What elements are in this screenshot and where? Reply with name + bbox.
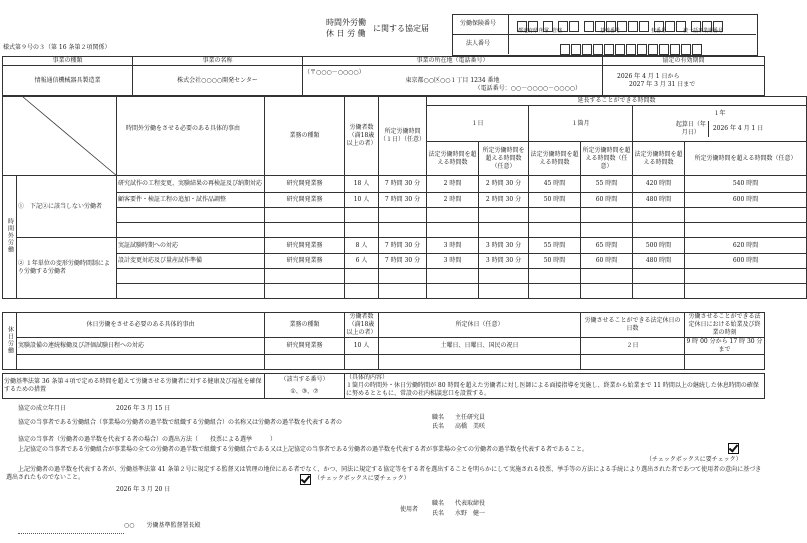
group2-row1-y1: 500 時間 — [633, 238, 685, 254]
health-sel-value: ①、③、⑦ — [290, 388, 319, 395]
group2-row2-d2: 3 時間 30 分 — [479, 254, 529, 269]
empty-cell — [265, 223, 345, 238]
empty-cell — [379, 223, 427, 238]
sign-date: 2026 年 3 月 20 日 — [116, 486, 171, 493]
insurance-sub-2: 所掌 — [539, 28, 550, 34]
para2: 上記労働者の過半数を代表する者が、労働基準法第 41 条第２号に規定する監督又は管理の地位にある者でなく、かつ、同法に規定する協定等をする者を選出することを明らかにして実施される投票、挙手等の方法による手続により選出された者であつて使用者の意向に基づき選出されたものでないこと。 — [6, 466, 762, 481]
agreement-date: 2026 年 3 月 15 日 — [116, 405, 171, 412]
group2-row2-y1: 480 時間 — [633, 254, 685, 269]
empty-cell — [633, 223, 685, 238]
labor-office: ○○ 労働基準監督署長殿 — [124, 522, 201, 529]
empty-cell — [581, 284, 633, 299]
empty-cell — [345, 284, 379, 299]
group2-row1-d2: 3 時間 30 分 — [479, 238, 529, 254]
empty-cell — [265, 355, 345, 370]
business-period-cell — [603, 66, 765, 96]
empty-cell — [581, 223, 633, 238]
health-label: 労働基準法第 36 条第４項で定める時間を超えて労働させる労働者に対する健康及び福祉を確保するための措置 — [3, 374, 265, 399]
group1-row2-d2: 2 時間 30 分 — [479, 193, 529, 208]
overtime-work-header: 業務の種類 — [265, 97, 345, 176]
insurance-sub-3: 管轄 — [552, 28, 563, 34]
day-exceed-opt-header: 所定労働時間を超える時間数（任意） — [479, 142, 529, 176]
empty-cell — [117, 223, 265, 238]
name-value: 高橋 美咲 — [455, 423, 486, 430]
health-table — [2, 373, 765, 399]
business-postal: （〒○○○－○○○○） — [304, 68, 365, 76]
group2-row1-workers: 8 人 — [345, 238, 379, 254]
group2-row1-d1: 3 時間 — [427, 238, 479, 254]
empty-cell — [529, 284, 581, 299]
group2-row2-d1: 3 時間 — [427, 254, 479, 269]
group1-row1-hours: 7 時間 30 分 — [379, 176, 427, 193]
group2-row2-y2: 600 時間 — [685, 254, 807, 269]
holiday-times-header: 労働させることができる法定休日における始業及び終業の時刻 — [685, 313, 765, 338]
empty-cell — [529, 269, 581, 284]
empty-cell — [685, 208, 807, 223]
employer-post-label: 職名 — [432, 500, 445, 507]
group1-row2-m2: 60 時間 — [581, 193, 633, 208]
business-address-cell — [303, 66, 603, 96]
group1-row2-y2: 600 時間 — [685, 193, 807, 208]
holiday-count: ２日 — [581, 338, 685, 355]
group1-row1-y2: 540 時間 — [685, 176, 807, 193]
group2-row2-hours: 7 時間 30 分 — [379, 254, 427, 269]
overtime-side-cell — [3, 176, 17, 299]
overtime-workers-header: 労働者数（満18歳以上の者） — [345, 97, 379, 176]
agreement-date-label: 協定の成立年月日 — [18, 405, 67, 412]
overtime-hours-header: 所定労働時間（１日）（任意） — [379, 97, 427, 176]
health-sel-cell — [265, 374, 345, 399]
group1-row1-d2: 2 時間 30 分 — [479, 176, 529, 193]
insurance-sub-4: 基幹番号 — [600, 28, 621, 34]
header-vdivider — [508, 14, 509, 54]
check1-note: （チェックボックスに要チェック） — [646, 456, 742, 463]
empty-cell — [265, 269, 345, 284]
empty-cell — [581, 355, 685, 370]
month-exceed-opt-header: 所定労働時間を超える時間数（任意） — [581, 142, 633, 176]
empty-cell — [633, 208, 685, 223]
office-underline — [18, 533, 124, 534]
health-detail-label: （具体的内容） — [346, 374, 389, 381]
business-phone: （電話番号：○○－○○○○－○○○○） — [474, 84, 581, 92]
start-date: 2026 年 4 月 1 日 — [712, 125, 764, 132]
empty-cell — [479, 269, 529, 284]
empty-cell — [379, 355, 581, 370]
group1-row1-reason: 研究試作の工程変更、実験結果の再検証及び納期対応 — [117, 176, 265, 193]
business-address: 東京都○○区○○１丁目 1234 番地 — [405, 76, 500, 84]
selection-method: 協定の当事者（労働者の過半数を代表する者の場合）の選出方法（ 投票による選挙 ） — [18, 436, 277, 443]
health-detail: １箇月の時間外・休日労働時間が 80 時間を超えた労働者に対し医師による面接指導を実施し、終業から始業まで 11 時間以上の継続した休息時間の確保に努めるとともに、常設の社内相談窓口を設置する。 — [346, 382, 759, 397]
group2-row1-reason: 実証試験時期への対応 — [117, 238, 265, 254]
group2-row2-m1: 50 時間 — [529, 254, 581, 269]
group1-row2-workers: 10 人 — [345, 193, 379, 208]
health-sel-label: （該当する番号） — [280, 376, 329, 383]
group1-row2-m1: 50 時間 — [529, 193, 581, 208]
group2-row1-work: 研究開発業務 — [265, 238, 345, 254]
empty-cell — [17, 355, 265, 370]
empty-cell — [379, 284, 427, 299]
empty-cell — [685, 269, 807, 284]
title-suffix: に関する協定届 — [373, 24, 429, 33]
check1-line: 上記協定の当事者である労働組合が事業場の全ての労働者の過半数で組織する労働組合である又は上記協定の当事者である労働者の過半数を代表する者が事業場の全ての労働者の過半数を代表する者であること。 — [18, 446, 589, 453]
year-exceed-header: 法定労働時間を超える時間数 — [633, 142, 685, 176]
holiday-side-cell — [3, 313, 17, 370]
group2-label: ② １年単位の変形労働時間制により労働する労働者 — [17, 238, 117, 299]
overtime-reason-header: 時間外労働をさせる必要のある具体的事由 — [125, 125, 240, 132]
group1-row1-m2: 55 時間 — [581, 176, 633, 193]
reason-header-spacer — [117, 97, 265, 176]
empty-cell — [265, 284, 345, 299]
empty-cell — [379, 208, 427, 223]
empty-cell — [345, 208, 379, 223]
empty-cell — [117, 284, 265, 299]
month-exceed-header: 法定労働時間を超える時間数 — [529, 142, 581, 176]
group2-row1-m2: 65 時間 — [581, 238, 633, 254]
empty-cell — [427, 284, 479, 299]
group1-row1-m1: 45 時間 — [529, 176, 581, 193]
empty-cell — [427, 208, 479, 223]
employer-label: 使用者 — [400, 506, 419, 513]
diagonal-line — [3, 97, 117, 176]
business-type: 情報通信機械器具製造業 — [3, 66, 133, 96]
health-detail-cell — [345, 374, 765, 399]
empty-cell — [427, 223, 479, 238]
holiday-workers: 10 人 — [345, 338, 379, 355]
period-start: 2026 年 4 月 1 日から — [617, 72, 680, 80]
business-type-header: 事業の種類 — [3, 57, 133, 66]
start-date-label: 起算日（年月日） — [676, 121, 709, 137]
group2-row1-y2: 620 時間 — [685, 238, 807, 254]
holiday-side-label: 休日労働 — [6, 325, 14, 354]
business-period-header: 協定の有効期間 — [603, 57, 765, 66]
form-number: 様式第９号の３（第 16 条第２項関係） — [3, 44, 111, 51]
group2-row2-m2: 60 時間 — [581, 254, 633, 269]
empty-cell — [479, 223, 529, 238]
year-exceed-opt-header: 所定労働時間を超える時間数（任意） — [685, 142, 807, 176]
holiday-days: 土曜日、日曜日、国民の祝日 — [379, 338, 581, 355]
empty-cell — [633, 269, 685, 284]
employer-name: 水野 健一 — [455, 510, 486, 517]
group1-row1-y1: 420 時間 — [633, 176, 685, 193]
empty-cell — [685, 223, 807, 238]
empty-cell — [685, 284, 807, 299]
group1-label: ① 下記②に該当しない労働者 — [17, 176, 117, 238]
empty-cell — [479, 208, 529, 223]
group1-row2-y1: 480 時間 — [633, 193, 685, 208]
insurance-sub-1: 都道府県 — [518, 28, 539, 34]
insurance-sub-5: 枝番号 — [651, 28, 667, 34]
year-header: １年 — [713, 110, 726, 117]
empty-cell — [529, 223, 581, 238]
group1-row2-d1: 2 時間 — [427, 193, 479, 208]
day-exceed-header: 法定労働時間を超える時間数 — [427, 142, 479, 176]
year-header-cell — [633, 106, 807, 142]
business-table — [2, 56, 765, 96]
check2-checkbox[interactable] — [300, 474, 311, 485]
employer-name-label: 氏名 — [432, 510, 445, 517]
group1-row2-reason: 顧客要件・検証工程の追加・試作品調整 — [117, 193, 265, 208]
period-end: 2027 年 3 月 31 日まで — [629, 80, 696, 88]
holiday-table — [2, 312, 765, 370]
empty-cell — [265, 208, 345, 223]
holiday-workers-header: 労働者数（満18歳以上の者） — [346, 313, 377, 336]
group1-row1-work: 研究開発業務 — [265, 176, 345, 193]
overtime-side-label: 時間外労働 — [6, 218, 14, 253]
holiday-work: 研究開発業務 — [265, 338, 345, 355]
post-label: 職名 — [432, 414, 445, 421]
diagonal-cell — [3, 97, 240, 176]
holiday-days-header: 所定休日（任意） — [379, 313, 581, 338]
empty-cell — [117, 269, 265, 284]
title-line2: 休 日 労 働 — [326, 29, 366, 38]
group2-row1-m1: 55 時間 — [529, 238, 581, 254]
overtime-table — [2, 96, 807, 299]
empty-cell — [427, 269, 479, 284]
employer-post: 代表取締役 — [455, 500, 486, 507]
holiday-times: 9 時 00 分から 17 時 30 分まで — [686, 338, 763, 353]
day-header: １日 — [427, 106, 529, 142]
check2-note: （チェックボックスに要チェック） — [314, 475, 410, 482]
post-value: 主任研究員 — [455, 414, 486, 421]
corp-number-label: 法人番号 — [466, 40, 491, 47]
holiday-reason: 実験設備の連続稼働及び評価試験日程への対応 — [17, 338, 265, 355]
empty-cell — [479, 284, 529, 299]
insurance-label: 労働保険番号 — [460, 20, 497, 27]
empty-cell — [685, 355, 765, 370]
group1-row1-workers: 18 人 — [345, 176, 379, 193]
group1-row1-d1: 2 時間 — [427, 176, 479, 193]
empty-cell — [379, 269, 427, 284]
name-label: 氏名 — [432, 423, 445, 430]
holiday-work-header: 業務の種類 — [265, 313, 345, 338]
group2-row1-hours: 7 時間 30 分 — [379, 238, 427, 254]
business-name: 株式会社○○○○開発センター — [133, 66, 303, 96]
group2-row2-work: 研究開発業務 — [265, 254, 345, 269]
holiday-reason-header: 休日労働をさせる必要のある具体的事由 — [17, 313, 265, 338]
party-line: 協定の当事者である労働組合（事業場の労働者の過半数で組織する労働組合）の名称又は労働者の過半数を代表する者の — [18, 419, 343, 426]
empty-cell — [633, 284, 685, 299]
group1-row2-work: 研究開発業務 — [265, 193, 345, 208]
empty-cell — [117, 208, 265, 223]
empty-cell — [345, 269, 379, 284]
year-start-row — [634, 121, 805, 137]
group2-row2-workers: 6 人 — [345, 254, 379, 269]
empty-cell — [529, 208, 581, 223]
check1-checkbox[interactable] — [728, 443, 739, 454]
month-header: １箇月 — [529, 106, 633, 142]
business-address-header: 事業の所在地（電話番号） — [303, 57, 603, 66]
extend-header: 延長することができる時間数 — [427, 97, 807, 106]
group2-row2-reason: 設計変更対応及び量産試作準備 — [117, 254, 265, 269]
holiday-count-header: 労働させることができる法定休日の日数 — [581, 313, 685, 338]
group1-row2-hours: 7 時間 30 分 — [379, 193, 427, 208]
empty-cell — [581, 269, 633, 284]
business-name-header: 事業の名称 — [133, 57, 303, 66]
insurance-sub-6: 被一括事業場番号 — [683, 28, 724, 34]
empty-cell — [345, 223, 379, 238]
title-line1: 時間外労働 — [326, 18, 366, 27]
empty-cell — [581, 208, 633, 223]
empty-cell — [345, 355, 379, 370]
